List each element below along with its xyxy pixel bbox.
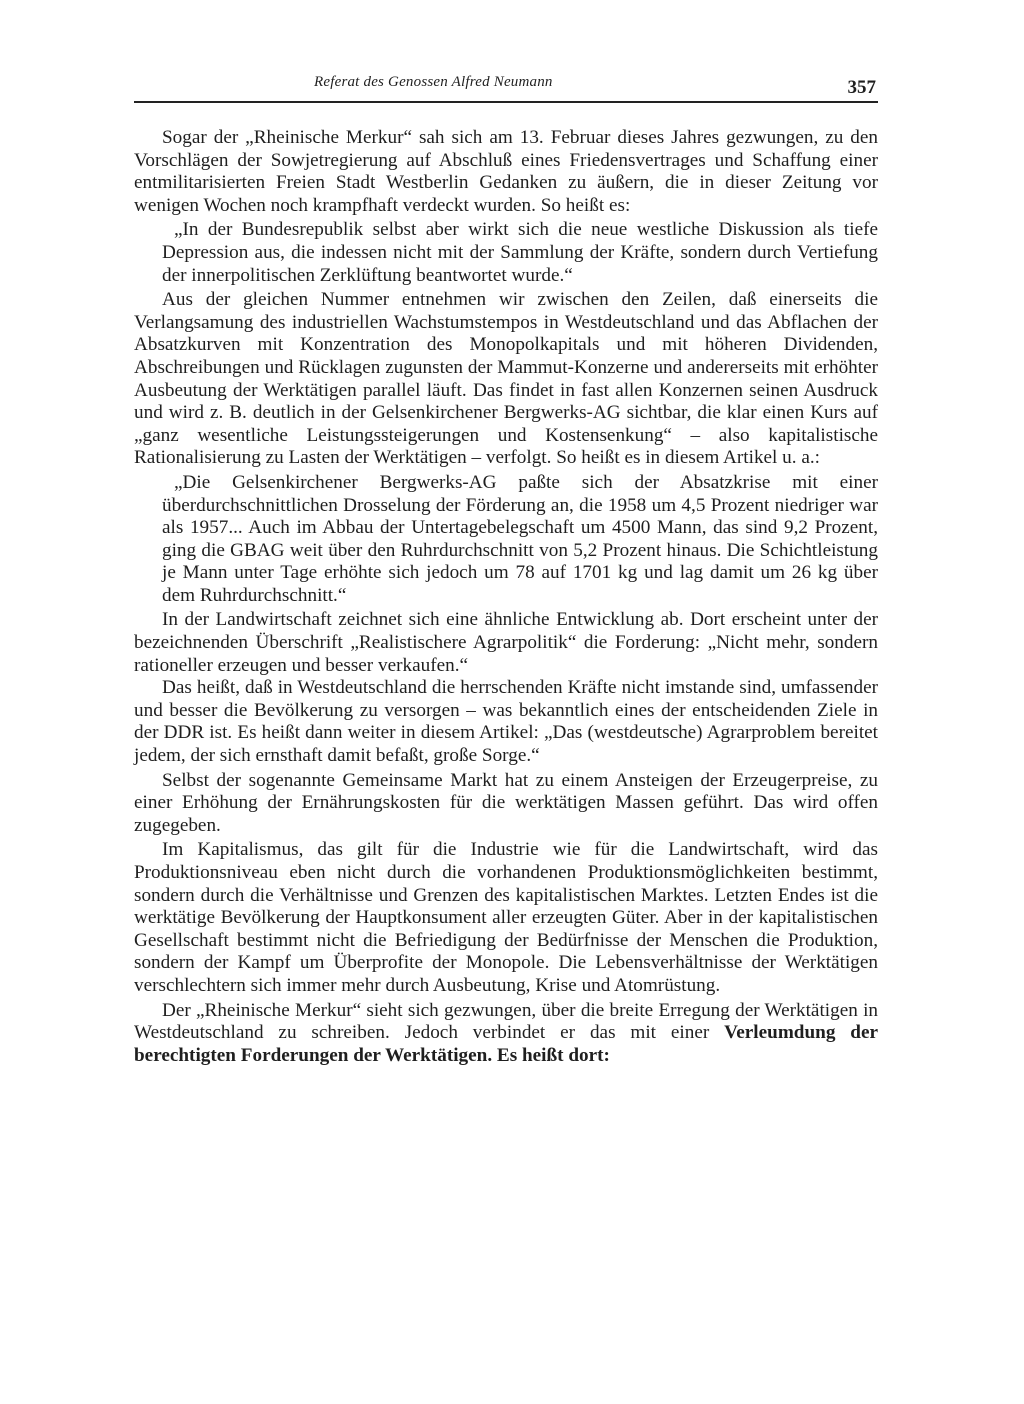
page-header	[134, 74, 878, 100]
body-text	[134, 127, 878, 1067]
paragraph-4: Das heißt, daß in Westdeutschland die herrschenden Kräfte nicht imstande sind, umfassender und besser die Bevölkerung zu versorgen – was bekanntlich eines der entscheidenden Ziele in der DDR ist. Es heißt dann weiter in diesem Artikel: „Das (westdeutsche) Agrarproblem bereitet jedem, der sich ernsthaft damit befaßt, große Sorge.“	[134, 677, 878, 767]
paragraph-7	[134, 1000, 878, 1068]
running-head: Referat des Genossen Alfred Neumann	[314, 74, 553, 90]
paragraph-7-bold-text: Verleumdung der berechtigten Forderungen der Werktätigen. Es heißt dort:	[134, 1022, 879, 1066]
paragraph-3: In der Landwirtschaft zeichnet sich eine ähnliche Entwicklung ab. Dort erscheint unter der bezeichnenden Überschrift „Realistischere Agrarpolitik“ die Forderung: „Nicht mehr, sondern rationeller erzeugen und besser verkaufen.“	[134, 609, 878, 676]
paragraph-2: Aus der gleichen Nummer entnehmen wir zwischen den Zeilen, daß einerseits die Verlangsamung des industriellen Wachstumstempos in Westdeutschland und das Abflachen der Absatzkurven mit Konzentration des Monopolkapitals und mit höheren Dividenden, Abschreibungen und Rücklagen zugunsten der Mammut-Konzerne und andererseits mit erhöhter Ausbeutung der Werktätigen parallel läuft. Das findet in fast allen Konzernen seinen Ausdruck und wird z. B. deutlich in der Gelsenkirchener Bergwerks-AG sichtbar, die klar einen Kurs auf „ganz wesentliche Leistungssteigerungen und Kostensenkung“ – also kapitalistische Rationalisierung zu Lasten der Werktätigen – verfolgt. So heißt es in diesem Artikel u. a.:	[134, 289, 878, 469]
paragraph-6: Im Kapitalismus, das gilt für die Industrie wie für die Landwirtschaft, wird das Produktionsniveau eben nicht durch die vorhandenen Produktionsmöglichkeiten bestimmt, sondern durch die Verhältnisse und Grenzen des kapitalistischen Marktes. Letzten Endes ist die werktätige Bevölkerung der Hauptkonsument aller erzeugten Güter. Aber in der kapitalistischen Gesellschaft bestimmt nicht die Befriedigung der Bedürfnisse der Menschen die Produktion, sondern der Kampf um Überprofite der Monopole. Die Lebensverhältnisse der Werktätigen verschlechtern sich immer mehr durch Ausbeutung, Krise und Atomrüstung.	[134, 839, 878, 996]
paragraph-7-text: Der „Rheinische Merkur“ sieht sich gezwungen, über die breite Erregung der Werktätigen in Westdeutschland zu schreiben. Jedoch verbindet er das mit einer	[134, 999, 878, 1044]
quote-1: „In der Bundesrepublik selbst aber wirkt sich die neue westliche Diskussion als tiefe Depression aus, die indessen nicht mit der Sammlung der Kräfte, sondern durch Vertiefung der innerpolitischen Zerklüftung beantwortet wurde.“	[162, 219, 878, 286]
paragraph-1: Sogar der „Rheinische Merkur“ sah sich am 13. Februar dieses Jahres gezwungen, zu den Vorschlägen der Sowjetregierung auf Abschluß eines Friedensvertrages und Schaffung einer entmilitarisierten Freien Stadt Westberlin Gedanken zu äußern, die in dieser Zeitung vor wenigen Wochen noch krampfhaft verdeckt wurden. So heißt es:	[134, 127, 878, 216]
page-number: 357	[847, 77, 876, 98]
quote-2: „Die Gelsenkirchener Bergwerks-AG paßte sich der Absatzkrise mit einer überdurchschnittlichen Drosselung der Förderung an, die 1958 um 4,5 Prozent niedriger war als 1957... Auch im Abbau der Untertagebelegschaft um 4500 Mann, das sind 9,2 Prozent, ging die GBAG weit über den Ruhrdurchschnitt von 5,2 Prozent hinaus. Die Schichtleistung je Mann unter Tage erhöhte sich jedoch um 78 auf 1701 kg und lag damit um 26 kg über dem Ruhrdurchschnitt.“	[162, 471, 878, 606]
header-rule	[134, 101, 878, 103]
paragraph-5: Selbst der sogenannte Gemeinsame Markt hat zu einem Ansteigen der Erzeugerpreise, zu einer Erhöhung der Ernährungskosten für die werktätigen Massen geführt. Das wird offen zugegeben.	[134, 769, 878, 836]
